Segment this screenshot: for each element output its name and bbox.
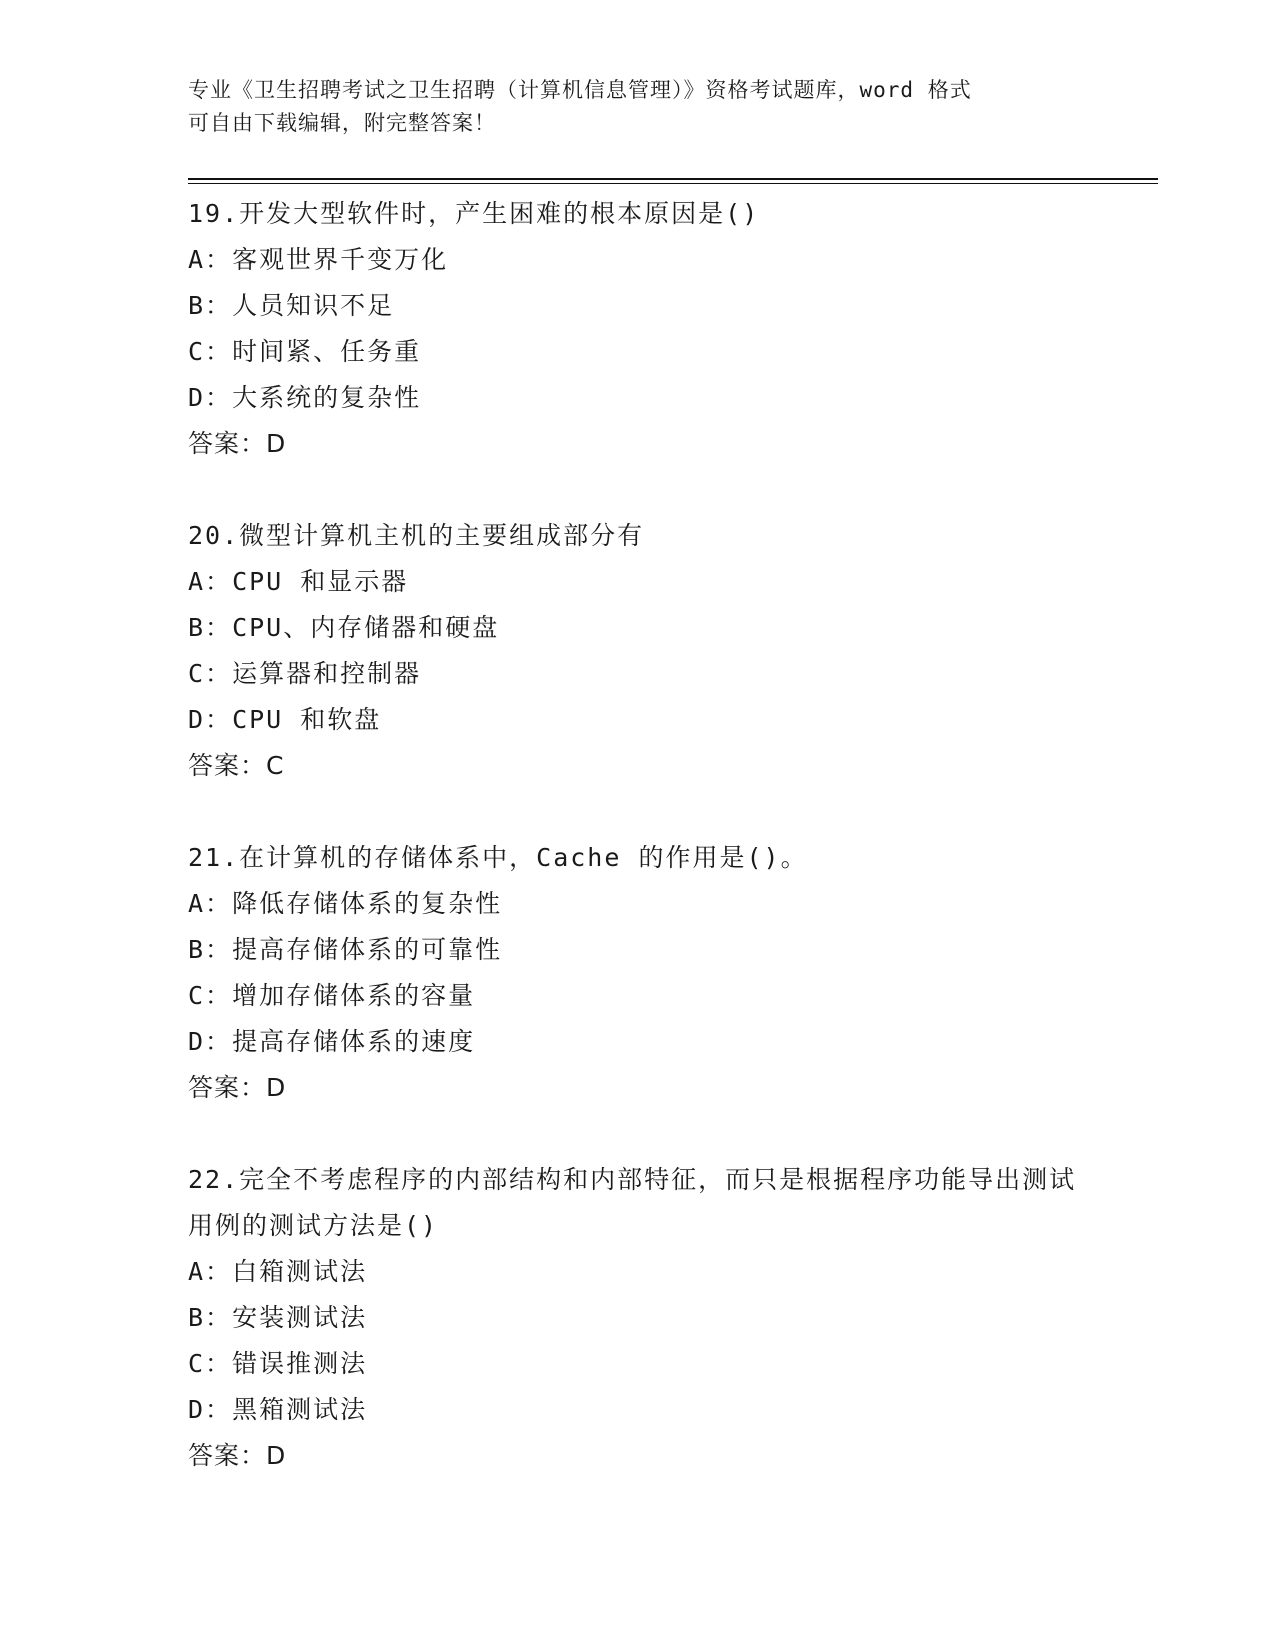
- question-21: [188, 835, 1088, 1111]
- option-key: A：: [188, 245, 233, 274]
- option-d: [188, 375, 1088, 421]
- option-b: [188, 283, 1088, 329]
- question-text: 微型计算机主机的主要组成部分有: [239, 521, 645, 550]
- option-text: 安装测试法: [232, 1303, 368, 1332]
- question-text: 开发大型软件时，产生困难的根本原因是(): [239, 199, 760, 228]
- answer-label: 答案：C: [188, 751, 285, 780]
- question-stem: [188, 191, 1088, 237]
- option-key: C：: [188, 981, 233, 1010]
- option-b: [188, 605, 1088, 651]
- option-key: D：: [188, 1395, 233, 1424]
- question-list: [188, 191, 1088, 1525]
- option-key: C：: [188, 1349, 233, 1378]
- option-a: [188, 237, 1088, 283]
- option-text: 提高存储体系的速度: [232, 1027, 476, 1056]
- option-d: [188, 697, 1088, 743]
- option-text: 黑箱测试法: [232, 1395, 368, 1424]
- option-text: CPU 和软盘: [232, 705, 382, 734]
- option-key: B：: [188, 613, 233, 642]
- option-a: [188, 881, 1088, 927]
- option-d: [188, 1387, 1088, 1433]
- option-key: B：: [188, 935, 233, 964]
- option-b: [188, 1295, 1088, 1341]
- option-key: D：: [188, 383, 233, 412]
- option-text: 大系统的复杂性: [232, 383, 422, 412]
- question-text: 在计算机的存储体系中，Cache 的作用是()。: [239, 843, 808, 872]
- option-c: [188, 651, 1088, 697]
- option-key: C：: [188, 659, 233, 688]
- answer-label: 答案：D: [188, 1441, 287, 1470]
- document-header: [188, 74, 1078, 140]
- option-text: 降低存储体系的复杂性: [232, 889, 503, 918]
- question-text: 完全不考虑程序的内部结构和内部特征，而只是根据程序功能导出测试用例的测试方法是(): [188, 1165, 1077, 1240]
- option-b: [188, 927, 1088, 973]
- option-key: A：: [188, 567, 233, 596]
- question-number: 20.: [188, 521, 240, 550]
- option-text: 人员知识不足: [232, 291, 395, 320]
- option-text: 白箱测试法: [232, 1257, 368, 1286]
- option-key: D：: [188, 705, 233, 734]
- option-text: 增加存储体系的容量: [232, 981, 476, 1010]
- option-key: A：: [188, 889, 233, 918]
- option-d: [188, 1019, 1088, 1065]
- option-c: [188, 329, 1088, 375]
- question-stem: [188, 1157, 1088, 1249]
- option-text: 错误推测法: [232, 1349, 368, 1378]
- header-divider-thick: [188, 178, 1158, 180]
- question-19: [188, 191, 1088, 467]
- answer-label: 答案：D: [188, 429, 287, 458]
- option-a: [188, 1249, 1088, 1295]
- option-key: B：: [188, 291, 233, 320]
- option-text: 提高存储体系的可靠性: [232, 935, 503, 964]
- question-stem: [188, 513, 1088, 559]
- option-key: D：: [188, 1027, 233, 1056]
- question-number: 19.: [188, 199, 240, 228]
- header-divider-thin: [188, 183, 1158, 184]
- option-c: [188, 1341, 1088, 1387]
- header-line-2: 可自由下载编辑，附完整答案！: [188, 111, 496, 135]
- question-stem: [188, 835, 1088, 881]
- question-number: 22.: [188, 1165, 240, 1194]
- option-text: 运算器和控制器: [232, 659, 422, 688]
- header-line-1: 专业《卫生招聘考试之卫生招聘（计算机信息管理）》资格考试题库，word 格式: [188, 78, 972, 102]
- option-a: [188, 559, 1088, 605]
- option-key: B：: [188, 1303, 233, 1332]
- option-text: CPU、内存储器和硬盘: [232, 613, 500, 642]
- question-number: 21.: [188, 843, 240, 872]
- option-text: 时间紧、任务重: [232, 337, 422, 366]
- option-c: [188, 973, 1088, 1019]
- question-20: [188, 513, 1088, 789]
- option-key: C：: [188, 337, 233, 366]
- question-22: [188, 1157, 1088, 1479]
- option-text: 客观世界千变万化: [232, 245, 449, 274]
- option-key: A：: [188, 1257, 233, 1286]
- answer-label: 答案：D: [188, 1073, 287, 1102]
- option-text: CPU 和显示器: [232, 567, 409, 596]
